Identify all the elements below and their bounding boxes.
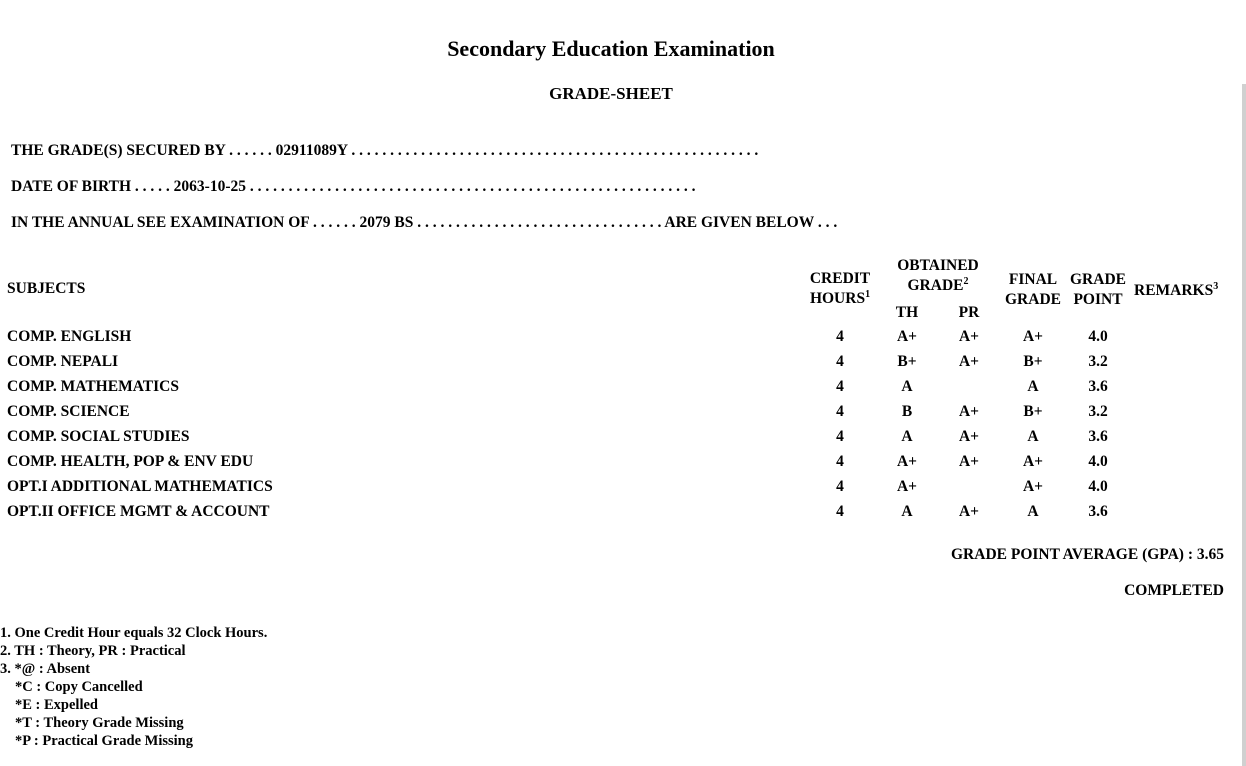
footnote-3-practical-missing: *P : Practical Grade Missing [15,733,193,749]
th-grade-cell: B [901,403,913,420]
footnotes [0,624,267,750]
th-grade-cell: A [901,503,913,520]
vertical-scrollbar[interactable] [1242,84,1246,766]
final-grade-cell: A+ [1022,478,1044,495]
pr-grade-cell: A+ [958,453,980,470]
header-th: TH [895,304,919,321]
header-pr: PR [958,304,980,321]
credit-cell: 4 [836,403,844,420]
credit-cell: 4 [836,503,844,520]
table-row [0,353,1240,378]
credit-cell: 4 [836,353,844,370]
grade-point-cell: 3.2 [1088,353,1108,370]
table-row [0,403,1240,428]
credit-cell: 4 [836,328,844,345]
footnote-1: 1. One Credit Hour equals 32 Clock Hours. [0,625,268,641]
footnote-3-theory-missing: *T : Theory Grade Missing [15,715,184,731]
subject-cell: COMP. HEALTH, POP & ENV EDU [7,453,254,470]
final-grade-cell: A [1027,503,1039,520]
final-grade-cell: A [1027,378,1039,395]
table-row [0,378,1240,403]
gpa-summary: GRADE POINT AVERAGE (GPA) : 3.65 [951,546,1224,563]
final-grade-cell: A [1027,428,1039,445]
pr-grade-cell: A+ [958,328,980,345]
th-grade-cell: A+ [896,478,918,495]
header-remarks: REMARKS$^3$ [1134,280,1219,299]
subject-cell: COMP. SCIENCE [7,403,130,420]
exam-line: IN THE ANNUAL SEE EXAMINATION OF . . . . . . 2079 BS . . . . . . . . . . . . . . . . . . . . . . . . . . . . . . . . ARE GIVEN BELOW . . . [11,214,838,231]
status-label: COMPLETED [1124,582,1224,599]
header-obtained-grade: OBTAINED GRADE$^2$ [897,257,979,294]
pr-grade-cell: A+ [958,353,980,370]
grade-point-cell: 3.2 [1088,403,1108,420]
footnote-3-expelled: *E : Expelled [15,697,98,713]
date-of-birth-line: DATE OF BIRTH . . . . . 2063-10-25 . . . . . . . . . . . . . . . . . . . . . . . . . . . . . . . . . . . . . . . . . . . . . . . . . . . . . . . . . . [11,178,696,195]
subject-cell: OPT.II OFFICE MGMT & ACCOUNT [7,503,270,520]
table-row [0,453,1240,478]
th-grade-cell: A [901,378,913,395]
table-row [0,328,1240,353]
grade-point-cell: 3.6 [1088,378,1108,395]
footnote-3-copy-cancelled: *C : Copy Cancelled [15,679,143,695]
page-subtitle: GRADE-SHEET [549,84,673,103]
th-grade-cell: A+ [896,328,918,345]
th-grade-cell: B+ [897,353,917,370]
header-credit-hours: CREDIT HOURS$^1$ [809,270,871,307]
grade-point-cell: 3.6 [1088,428,1108,445]
subject-cell: OPT.I ADDITIONAL MATHEMATICS [7,478,273,495]
subject-cell: COMP. NEPALI [7,353,119,370]
credit-cell: 4 [836,453,844,470]
final-grade-cell: B+ [1023,353,1043,370]
final-grade-cell: A+ [1022,328,1044,345]
grade-point-cell: 4.0 [1088,328,1108,345]
subject-cell: COMP. ENGLISH [7,328,132,345]
secured-by-line: THE GRADE(S) SECURED BY . . . . . . 02911089Y . . . . . . . . . . . . . . . . . . . . . . . . . . . . . . . . . . . . . . . . . . . . . . . . . . . . . [11,142,759,159]
final-grade-cell: B+ [1023,403,1043,420]
footnote-2: 2. TH : Theory, PR : Practical [0,643,186,659]
page-title: Secondary Education Examination [447,36,775,61]
subject-cell: COMP. MATHEMATICS [7,378,179,395]
footnote-3: 3. *@ : Absent [0,661,91,677]
header-final-grade: FINAL GRADE [1005,271,1061,308]
grade-point-cell: 3.6 [1088,503,1108,520]
grade-point-cell: 4.0 [1088,478,1108,495]
header-grade-point: GRADE POINT [1070,271,1126,308]
th-grade-cell: A+ [896,453,918,470]
pr-grade-cell: A+ [958,503,980,520]
pr-grade-cell: A+ [958,428,980,445]
grade-point-cell: 4.0 [1088,453,1108,470]
credit-cell: 4 [836,478,844,495]
subject-cell: COMP. SOCIAL STUDIES [7,428,190,445]
table-row [0,428,1240,453]
header-subjects: SUBJECTS [7,280,86,297]
table-row [0,503,1240,528]
credit-cell: 4 [836,428,844,445]
final-grade-cell: A+ [1022,453,1044,470]
credit-cell: 4 [836,378,844,395]
table-row [0,478,1240,503]
pr-grade-cell: A+ [958,403,980,420]
th-grade-cell: A [901,428,913,445]
